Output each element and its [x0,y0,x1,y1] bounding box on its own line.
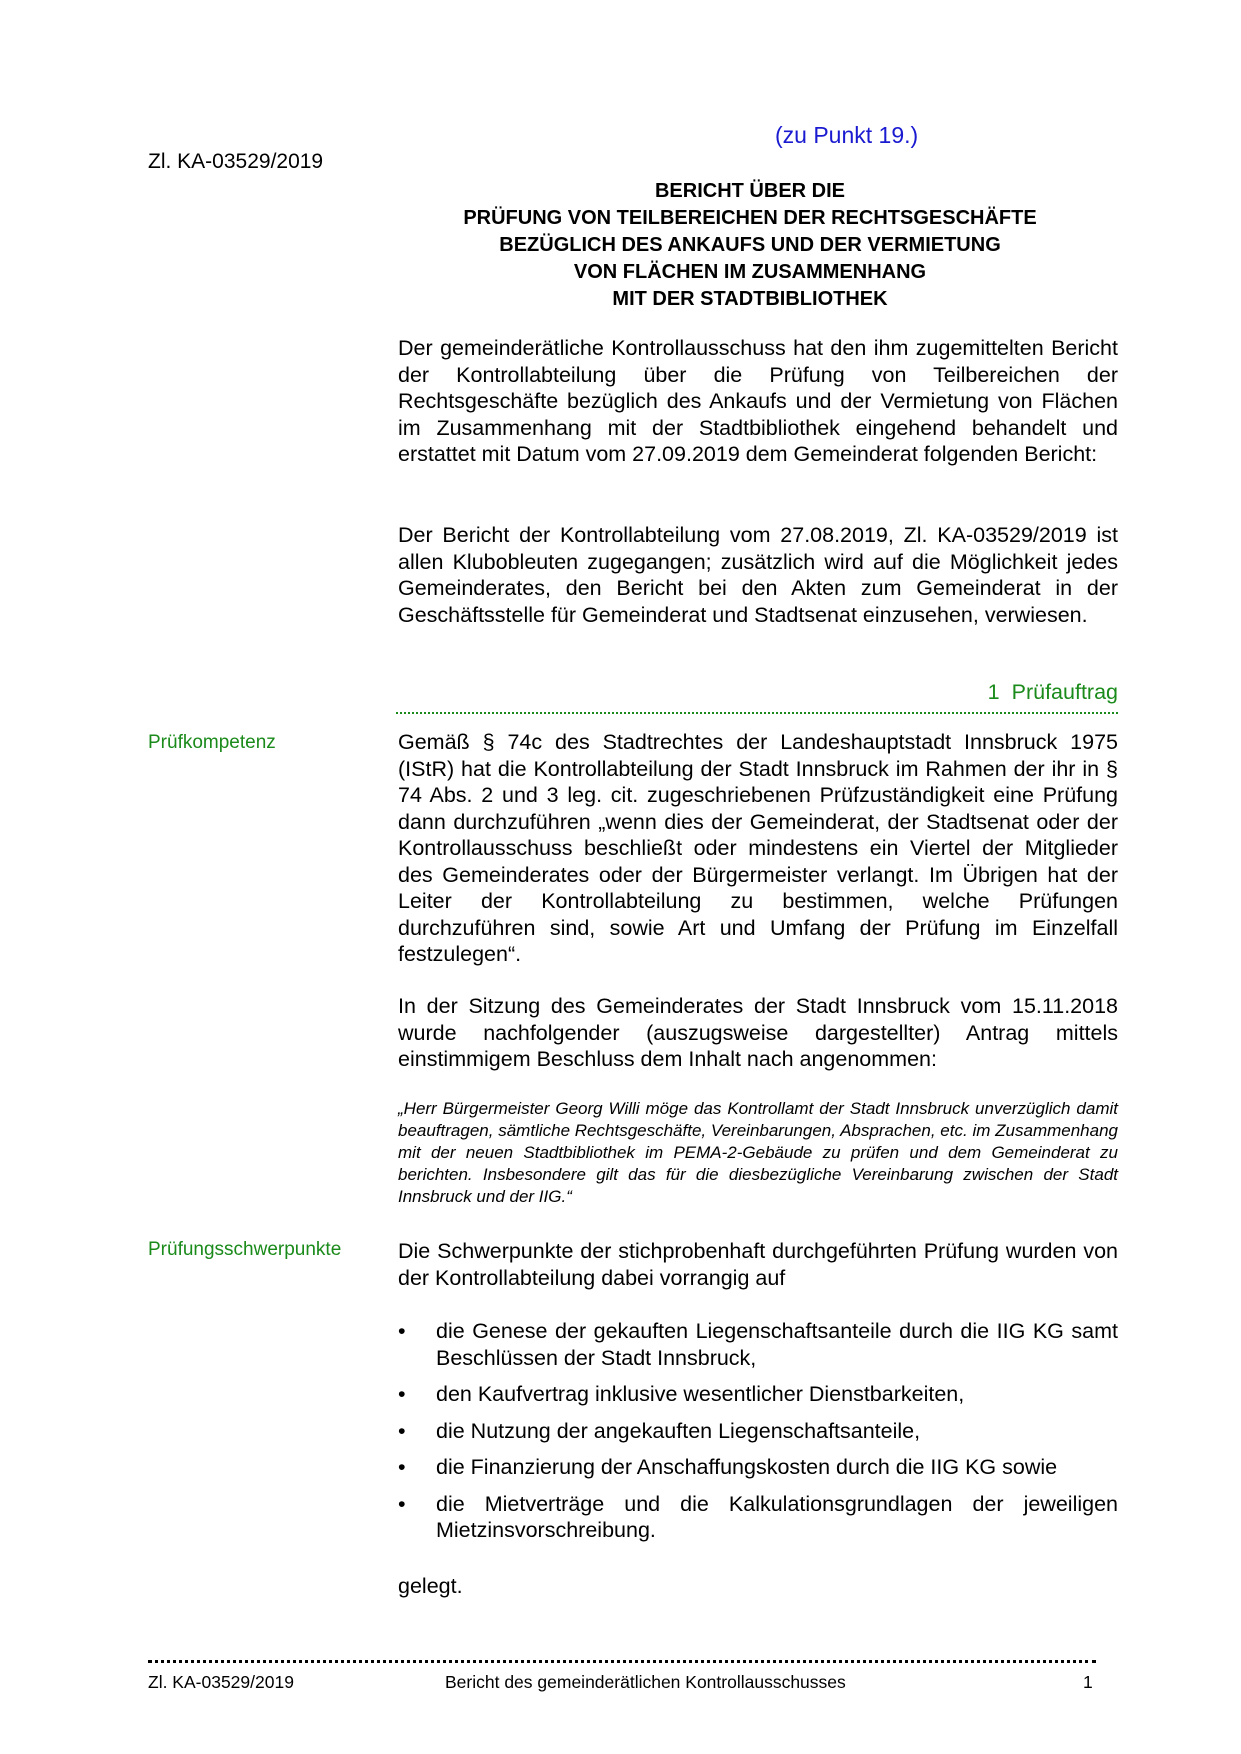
list-item [398,1454,1118,1481]
bullet-icon: • [398,1455,406,1479]
quoted-motion: „Herr Bürgermeister Georg Willi möge das Kontrollamt der Stadt Innsbruck unverzüglich damit beauftragen, sämtliche Rechtsgeschäfte, Vereinbarungen, Absprachen, etc. im Zusammenhang mit der neuen Stadtbibliothek im PEMA-2-Gebäude zu prüfen und dem Gemeinderat zu berichten. Insbesondere gilt das für die diesbezügliche Vereinbarung zwischen der Stadt Innsbruck und der IIG.“ [398,1099,1118,1206]
bullet-icon: • [398,1319,406,1343]
report-title [400,178,1100,313]
title-line: BEZÜGLICH DES ANKAUFS UND DER VERMIETUNG [499,234,1001,256]
file-number: Zl. KA-03529/2019 [148,150,324,173]
bullet-icon: • [398,1418,406,1443]
section-title: Prüfauftrag [1011,680,1118,704]
list-item-text: den Kaufvertrag inklusive wesentlicher Dienstbarkeiten, [436,1382,965,1406]
body-paragraph: Gemäß § 74c des Stadtrechtes der Landeshauptstadt Innsbruck 1975 (IStR) hat die Kontrollabteilung der Stadt Innsbruck im Rahmen der ihr in § 74 Abs. 2 und 3 leg. cit. zugeschriebenen Prüfzuständigkeit eine Prüfung dann durchzuführen „wenn dies der Gemeinderat, der Stadtsenat oder der Kontrollausschuss beschließt oder mindestens ein Viertel der Mitglieder des Gemeinderates oder der Bürgermeister verlangt. Im Übrigen hat der Leiter der Kontrollabteilung zu bestimmen, welche Prüfungen durchzuführen sind, sowie Art und Umfang der Prüfung im Einzelfall festzulegen“. [398,730,1118,966]
title-line: MIT DER STADTBIBLIOTHEK [612,288,888,310]
list-item [398,1381,1118,1408]
section-divider [396,712,1118,714]
footer-title: Bericht des gemeinderätlichen Kontrollausschusses [445,1672,846,1692]
bullet-icon: • [398,1382,406,1406]
list-item [398,1418,1118,1445]
footer-divider [148,1660,1096,1663]
list-item-text: die Genese der gekauften Liegenschaftsanteile durch die IIG KG samt Beschlüssen der Stadt Innsbruck, [436,1319,1118,1370]
page-number: 1 [1083,1672,1093,1692]
bullet-icon: • [398,1491,406,1516]
title-line: BERICHT ÜBER DIE [654,180,845,202]
margin-label-pruefkompetenz: Prüfkompetenz [148,732,276,753]
section-number: 1 [987,680,1000,704]
list-item [398,1318,1118,1371]
section-heading [398,680,1118,705]
list-item-text: die Nutzung der angekauften Liegenschaftsanteile, [436,1418,921,1443]
focus-list [398,1318,1118,1554]
agenda-item-reference: (zu Punkt 19.) [775,122,919,148]
list-item-text: die Mietverträge und die Kalkulationsgrundlagen der jeweiligen Mietzinsvorschreibung. [436,1491,1118,1542]
footer-file-number: Zl. KA-03529/2019 [148,1672,294,1692]
body-paragraph: In der Sitzung des Gemeinderates der Stadt Innsbruck vom 15.11.2018 wurde nachfolgender (auszugsweise dargestellter) Antrag mittels einstimmigem Beschluss dem Inhalt nach angenommen: [398,994,1118,1071]
list-item-text: die Finanzierung der Anschaffungskosten durch die IIG KG sowie [436,1455,1058,1479]
title-line: VON FLÄCHEN IM ZUSAMMENHANG [573,261,927,283]
intro-paragraph: Der Bericht der Kontrollabteilung vom 27.08.2019, Zl. KA-03529/2019 ist allen Klubobleuten zugegangen; zusätzlich wird auf die Möglichkeit jedes Gemeinderates, den Bericht bei den Akten zum Gemeinderat in der Geschäftsstelle für Gemeinderat und Stadtsenat einzusehen, verwiesen. [398,523,1118,627]
title-line: PRÜFUNG VON TEILBEREICHEN DER RECHTSGESCHÄFTE [463,207,1037,229]
closing-word: gelegt. [398,1574,463,1598]
body-paragraph: Die Schwerpunkte der stichprobenhaft durchgeführten Prüfung wurden von der Kontrollabteilung dabei vorrangig auf [398,1239,1118,1290]
list-item [398,1491,1118,1544]
margin-label-pruefungsschwerpunkte: Prüfungsschwerpunkte [148,1239,342,1260]
intro-paragraph: Der gemeinderätliche Kontrollausschuss hat den ihm zugemittelten Bericht der Kontrollabteilung über die Prüfung von Teilbereichen der Rechtsgeschäfte bezüglich des Ankaufs und der Vermietung von Flächen im Zusammenhang mit der Stadtbibliothek eingehend behandelt und erstattet mit Datum vom 27.09.2019 dem Gemeinderat folgenden Bericht: [398,336,1118,466]
